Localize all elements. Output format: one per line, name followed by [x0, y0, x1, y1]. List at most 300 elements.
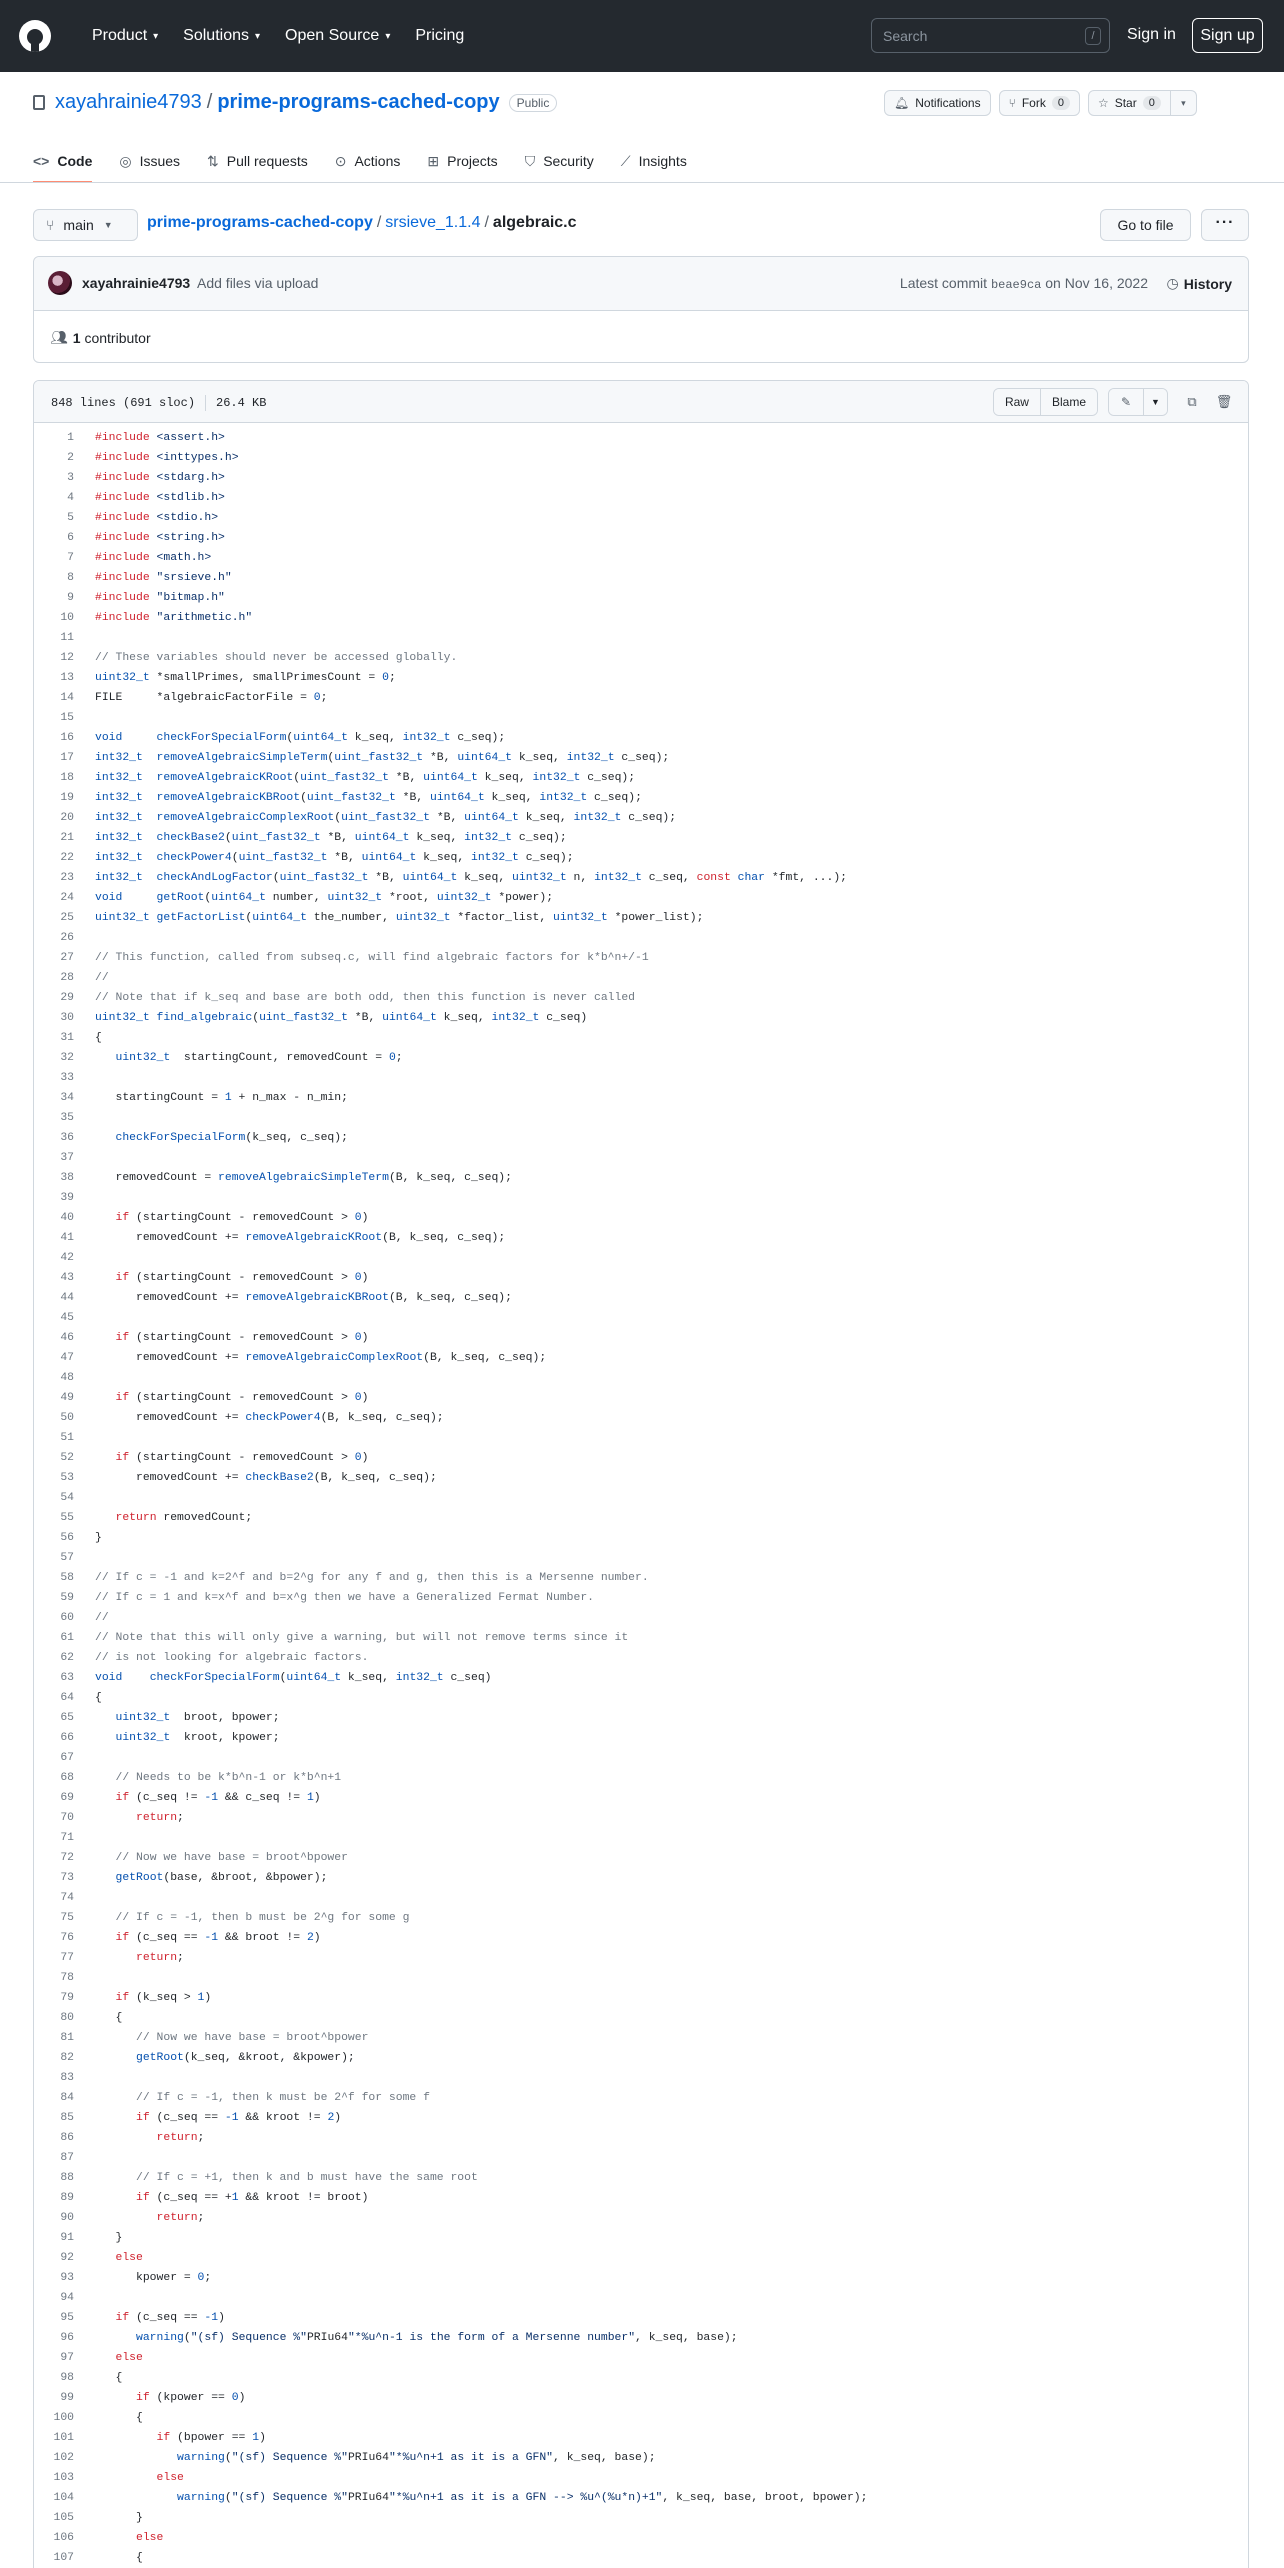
line-number[interactable]: 10	[60, 612, 74, 624]
notifications-button[interactable]	[884, 90, 991, 116]
line-number[interactable]: 16	[60, 732, 74, 744]
line-number[interactable]: 47	[60, 1352, 74, 1364]
code-line	[34, 2248, 1248, 2268]
line-number[interactable]: 21	[60, 832, 74, 844]
line-content	[74, 1968, 95, 1988]
sign-up-button[interactable]: Sign up	[1192, 18, 1263, 53]
line-content: return removedCount;	[115, 1512, 253, 1524]
code-line	[34, 888, 1248, 908]
shield-icon: ⛉	[524, 152, 536, 169]
line-number[interactable]: 13	[60, 672, 74, 684]
edit-dropdown-button[interactable]: ▼	[1143, 389, 1167, 415]
code-line	[34, 1328, 1248, 1348]
line-number[interactable]: 22	[60, 852, 74, 864]
tab-projects[interactable]	[427, 140, 497, 182]
line-number[interactable]: 101	[53, 2432, 74, 2444]
code-line	[34, 788, 1248, 808]
github-logo-icon[interactable]	[19, 20, 51, 52]
line-number[interactable]: 35	[60, 1112, 74, 1124]
line-number[interactable]: 27	[60, 952, 74, 964]
line-content: uint32_t broot, bpower;	[115, 1712, 280, 1724]
line-number[interactable]: 7	[67, 552, 74, 564]
star-button[interactable]	[1088, 90, 1171, 116]
line-content	[74, 1548, 95, 1568]
nav-solutions-label: Solutions	[183, 27, 249, 44]
line-content	[74, 708, 95, 728]
search-input[interactable]	[871, 18, 1110, 53]
code-line	[34, 1608, 1248, 1628]
line-content: int32_t checkAndLogFactor(uint_fast32_t *B, uint64_t k_seq, uint32_t n, int32_t c_seq, const char *fmt, ...);	[95, 872, 848, 884]
line-content	[74, 1148, 95, 1168]
code-line	[34, 1388, 1248, 1408]
line-number[interactable]: 99	[60, 2392, 74, 2404]
code-icon: <>	[33, 153, 50, 169]
go-to-file-button[interactable]: Go to file	[1100, 209, 1191, 241]
line-content	[74, 2288, 95, 2308]
line-number[interactable]: 84	[60, 2092, 74, 2104]
code-line	[34, 2428, 1248, 2448]
code-line	[34, 1948, 1248, 1968]
nav-pricing[interactable]	[415, 27, 464, 45]
line-content: int32_t removeAlgebraicKRoot(uint_fast32_t *B, uint64_t k_seq, int32_t c_seq);	[95, 772, 636, 784]
line-content	[74, 1188, 95, 1208]
line-number[interactable]: 80	[60, 2012, 74, 2024]
code-line	[34, 488, 1248, 508]
line-content: //	[95, 1612, 109, 1624]
line-number[interactable]: 38	[60, 1172, 74, 1184]
tab-issues[interactable]	[119, 140, 180, 182]
star-icon: ☆	[1097, 96, 1109, 110]
line-number[interactable]: 64	[60, 1692, 74, 1704]
code-line	[34, 1048, 1248, 1068]
line-number[interactable]: 85	[60, 2112, 74, 2124]
line-number[interactable]: 92	[60, 2252, 74, 2264]
code-line	[34, 988, 1248, 1008]
nav-open-source[interactable]	[285, 27, 390, 45]
breadcrumb-dir-link[interactable]: srsieve_1.1.4	[385, 214, 481, 231]
line-number[interactable]: 39	[60, 1192, 74, 1204]
line-number[interactable]: 105	[53, 2512, 74, 2524]
line-number[interactable]: 69	[60, 1792, 74, 1804]
line-number[interactable]: 71	[60, 1832, 74, 1844]
line-content: if (c_seq == -1)	[115, 2312, 225, 2324]
breadcrumb-repo-link[interactable]: prime-programs-cached-copy	[147, 214, 373, 231]
line-number[interactable]: 74	[60, 1892, 74, 1904]
line-number[interactable]: 29	[60, 992, 74, 1004]
bell-icon: 🔔︎	[894, 96, 910, 110]
code-line	[34, 1268, 1248, 1288]
file-info	[51, 395, 266, 411]
blame-button[interactable]: Blame	[1040, 389, 1097, 415]
line-number[interactable]: 89	[60, 2192, 74, 2204]
line-number[interactable]: 88	[60, 2172, 74, 2184]
line-number[interactable]: 91	[60, 2232, 74, 2244]
line-content: uint32_t *smallPrimes, smallPrimesCount = 0;	[95, 672, 396, 684]
line-content: uint32_t kroot, kpower;	[115, 1732, 280, 1744]
line-number[interactable]: 44	[60, 1292, 74, 1304]
line-content: int32_t removeAlgebraicKBRoot(uint_fast32_t *B, uint64_t k_seq, int32_t c_seq);	[95, 792, 642, 804]
code-line	[34, 768, 1248, 788]
code-line	[34, 2028, 1248, 2048]
code-line	[34, 1288, 1248, 1308]
star-label: Star	[1114, 96, 1137, 110]
code-line	[34, 1208, 1248, 1228]
code-line	[34, 2548, 1248, 2568]
avatar[interactable]	[48, 271, 72, 295]
history-link[interactable]	[1167, 275, 1232, 292]
graph-icon: ⟋	[620, 152, 631, 169]
line-number[interactable]: 40	[60, 1212, 74, 1224]
line-content: #include <assert.h>	[95, 432, 225, 444]
sign-in-link[interactable]: Sign in	[1127, 26, 1176, 43]
line-number[interactable]: 95	[60, 2312, 74, 2324]
line-number[interactable]: 70	[60, 1812, 74, 1824]
history-label: History	[1183, 275, 1232, 292]
nav-product-label: Product	[92, 27, 148, 44]
divider	[205, 395, 206, 411]
line-number[interactable]: 100	[53, 2412, 74, 2424]
line-number[interactable]: 49	[60, 1392, 74, 1404]
line-content	[74, 928, 95, 948]
line-number[interactable]: 45	[60, 1312, 74, 1324]
line-number[interactable]: 79	[60, 1992, 74, 2004]
nav-product[interactable]	[92, 27, 158, 45]
line-content: // Now we have base = broot^bpower	[115, 1852, 348, 1864]
file-size: 26.4 KB	[216, 396, 267, 411]
line-number[interactable]: 1	[67, 432, 74, 444]
code-line	[34, 668, 1248, 688]
line-content	[74, 1888, 95, 1908]
line-number[interactable]: 56	[60, 1532, 74, 1544]
line-content: removedCount += checkBase2(B, k_seq, c_seq);	[95, 1472, 437, 1484]
line-number[interactable]: 81	[60, 2032, 74, 2044]
code-line	[34, 2408, 1248, 2428]
chevron-down-icon: ▼	[103, 220, 113, 230]
star-list-dropdown[interactable]	[1171, 90, 1197, 116]
line-content: // is not looking for algebraic factors.	[95, 1652, 369, 1664]
line-number[interactable]: 65	[60, 1712, 74, 1724]
line-content: // Now we have base = broot^bpower	[136, 2032, 369, 2044]
line-number[interactable]: 104	[53, 2492, 74, 2504]
code-line	[34, 2528, 1248, 2548]
repo-owner-link[interactable]: xayahrainie4793	[55, 91, 202, 113]
line-number[interactable]: 8	[67, 572, 74, 584]
commit-message[interactable]: Add files via upload	[197, 275, 319, 291]
line-number[interactable]: 77	[60, 1952, 74, 1964]
fork-button[interactable]	[999, 90, 1080, 116]
line-number[interactable]: 19	[60, 792, 74, 804]
code-line	[34, 688, 1248, 708]
line-content: }	[95, 2512, 143, 2524]
repo-separator: /	[206, 91, 213, 113]
line-number[interactable]: 53	[60, 1472, 74, 1484]
code-line	[34, 1488, 1248, 1508]
line-number[interactable]: 2	[67, 452, 74, 464]
trash-icon[interactable]: 🗑︎	[1215, 394, 1233, 409]
line-number[interactable]: 46	[60, 1332, 74, 1344]
line-number[interactable]: 86	[60, 2132, 74, 2144]
line-number[interactable]: 36	[60, 1132, 74, 1144]
chevron-down-icon: ▾	[385, 30, 391, 42]
code-line	[34, 848, 1248, 868]
code-line	[34, 2048, 1248, 2068]
code-line	[34, 2208, 1248, 2228]
code-line	[34, 1448, 1248, 1468]
line-number[interactable]: 103	[53, 2472, 74, 2484]
code-line	[34, 428, 1248, 448]
line-content: {	[95, 2012, 123, 2024]
code-lines	[34, 423, 1248, 2568]
commit-author-link[interactable]: xayahrainie4793	[82, 275, 191, 291]
line-number[interactable]: 87	[60, 2152, 74, 2164]
line-number[interactable]: 76	[60, 1932, 74, 1944]
line-content: #include <inttypes.h>	[95, 452, 239, 464]
line-number[interactable]: 102	[53, 2452, 74, 2464]
code-line	[34, 448, 1248, 468]
line-content: // If c = 1 and k=x^f and b=x^g then we have a Generalized Fermat Number.	[95, 1592, 594, 1604]
line-number[interactable]: 50	[60, 1412, 74, 1424]
line-number[interactable]: 11	[60, 632, 74, 644]
code-line	[34, 468, 1248, 488]
code-line	[34, 1108, 1248, 1128]
line-number[interactable]: 23	[60, 872, 74, 884]
tab-actions[interactable]	[335, 140, 401, 182]
line-number[interactable]: 18	[60, 772, 74, 784]
line-number[interactable]: 34	[60, 1092, 74, 1104]
line-number[interactable]: 97	[60, 2352, 74, 2364]
line-number[interactable]: 3	[67, 472, 74, 484]
line-number[interactable]: 33	[60, 1072, 74, 1084]
line-number[interactable]: 96	[60, 2332, 74, 2344]
search-shortcut-key: /	[1085, 27, 1101, 45]
code-line	[34, 2348, 1248, 2368]
code-line	[34, 1968, 1248, 1988]
code-line	[34, 1748, 1248, 1768]
nav-pricing-label: Pricing	[415, 27, 465, 44]
line-number[interactable]: 41	[60, 1232, 74, 1244]
line-number[interactable]: 62	[60, 1652, 74, 1664]
line-content: getRoot(base, &broot, &bpower);	[115, 1872, 328, 1884]
line-content: {	[95, 1692, 102, 1704]
line-number[interactable]: 94	[60, 2292, 74, 2304]
tab-projects-label: Projects	[447, 153, 498, 169]
line-content: if (c_seq == +1 && kroot != broot)	[136, 2192, 369, 2204]
tab-pull-requests[interactable]	[207, 140, 308, 182]
code-line	[34, 1648, 1248, 1668]
code-line	[34, 2288, 1248, 2308]
branch-selector[interactable]	[33, 209, 138, 241]
line-number[interactable]: 20	[60, 812, 74, 824]
latest-commit-label: Latest commit	[899, 275, 988, 291]
line-content: removedCount += removeAlgebraicKRoot(B, k_seq, c_seq);	[95, 1232, 506, 1244]
code-line	[34, 1308, 1248, 1328]
code-line	[34, 1848, 1248, 1868]
line-number[interactable]: 107	[53, 2552, 74, 2564]
line-number[interactable]: 30	[60, 1012, 74, 1024]
line-number[interactable]: 25	[60, 912, 74, 924]
code-line	[34, 1988, 1248, 2008]
global-header	[0, 0, 1284, 72]
code-line	[34, 2008, 1248, 2028]
line-number[interactable]: 106	[53, 2532, 74, 2544]
line-number[interactable]: 54	[60, 1492, 74, 1504]
code-line	[34, 2128, 1248, 2148]
line-content	[74, 1108, 95, 1128]
file-header	[34, 381, 1248, 423]
line-number[interactable]: 5	[67, 512, 74, 524]
line-content: {	[95, 2372, 123, 2384]
line-number[interactable]: 78	[60, 1972, 74, 1984]
code-line	[34, 1528, 1248, 1548]
line-content: removedCount = removeAlgebraicSimpleTerm(B, k_seq, c_seq);	[95, 1172, 512, 1184]
repo-name-link[interactable]: prime-programs-cached-copy	[217, 91, 500, 113]
line-content: return;	[136, 1952, 184, 1964]
edit-group	[1108, 388, 1168, 416]
line-content: int32_t removeAlgebraicSimpleTerm(uint_fast32_t *B, uint64_t k_seq, int32_t c_seq);	[95, 752, 670, 764]
line-content: else	[115, 2252, 143, 2264]
code-line	[34, 1008, 1248, 1028]
line-content: warning("(sf) Sequence %"PRIu64"*%u^n+1 as it is a GFN", k_seq, base);	[177, 2452, 656, 2464]
line-number[interactable]: 73	[60, 1872, 74, 1884]
line-number[interactable]: 6	[67, 532, 74, 544]
code-line	[34, 1668, 1248, 1688]
line-number[interactable]: 12	[60, 652, 74, 664]
line-number[interactable]: 17	[60, 752, 74, 764]
line-number[interactable]: 14	[60, 692, 74, 704]
breadcrumb-separator: /	[376, 214, 382, 231]
line-number[interactable]: 59	[60, 1592, 74, 1604]
code-line	[34, 868, 1248, 888]
contributors[interactable]	[50, 329, 151, 346]
line-content: return;	[156, 2132, 205, 2144]
line-content: int32_t removeAlgebraicComplexRoot(uint_fast32_t *B, uint64_t k_seq, int32_t c_seq);	[95, 812, 677, 824]
line-content: removedCount += removeAlgebraicKBRoot(B, k_seq, c_seq);	[95, 1292, 512, 1304]
line-number[interactable]: 66	[60, 1732, 74, 1744]
repo-icon	[33, 95, 45, 110]
line-number[interactable]: 68	[60, 1772, 74, 1784]
raw-button[interactable]: Raw	[994, 389, 1040, 415]
code-line	[34, 1068, 1248, 1088]
line-number[interactable]: 93	[60, 2272, 74, 2284]
line-number[interactable]: 9	[67, 592, 74, 604]
line-content: if (startingCount - removedCount > 0)	[115, 1332, 369, 1344]
line-number[interactable]: 28	[60, 972, 74, 984]
line-content: uint32_t startingCount, removedCount = 0;	[115, 1052, 403, 1064]
line-content	[74, 1368, 95, 1388]
line-number[interactable]: 57	[60, 1552, 74, 1564]
code-line	[34, 1248, 1248, 1268]
nav-solutions[interactable]	[183, 27, 260, 45]
code-line	[34, 808, 1248, 828]
line-content: startingCount = 1 + n_max - n_min;	[95, 1092, 348, 1104]
tab-pull-requests-label: Pull requests	[226, 153, 308, 169]
code-line	[34, 2228, 1248, 2248]
branch-icon: ⑂	[46, 217, 55, 233]
more-options-button[interactable]: ···	[1201, 209, 1249, 241]
file-actions	[993, 388, 1238, 416]
line-content: uint32_t getFactorList(uint64_t the_number, uint32_t *factor_list, uint32_t *power_list);	[95, 912, 704, 924]
code-line	[34, 1468, 1248, 1488]
tab-security[interactable]	[525, 140, 594, 182]
code-line	[34, 1708, 1248, 1728]
code-line	[34, 1188, 1248, 1208]
line-number[interactable]: 32	[60, 1052, 74, 1064]
line-content: int32_t checkPower4(uint_fast32_t *B, uint64_t k_seq, int32_t c_seq);	[95, 852, 574, 864]
line-number[interactable]: 61	[60, 1632, 74, 1644]
tab-code[interactable]	[33, 140, 92, 182]
repo-actions	[884, 90, 1197, 116]
contributors-count: 1	[72, 329, 81, 346]
line-number[interactable]: 63	[60, 1672, 74, 1684]
line-number[interactable]: 90	[60, 2212, 74, 2224]
line-number[interactable]: 51	[60, 1432, 74, 1444]
tab-issues-label: Issues	[139, 153, 181, 169]
line-content: // Note that this will only give a warning, but will not remove terms since it	[95, 1632, 629, 1644]
code-line	[34, 2148, 1248, 2168]
play-icon: ⊙	[334, 152, 347, 169]
tab-insights[interactable]	[621, 140, 687, 182]
line-number[interactable]: 72	[60, 1852, 74, 1864]
line-content: #include <stdlib.h>	[95, 492, 225, 504]
line-content	[74, 1068, 95, 1088]
line-content: warning("(sf) Sequence %"PRIu64"*%u^n-1 is the form of a Mersenne number", k_seq, base);	[136, 2332, 738, 2344]
line-number[interactable]: 58	[60, 1572, 74, 1584]
line-number[interactable]: 42	[60, 1252, 74, 1264]
line-number[interactable]: 26	[60, 932, 74, 944]
line-number[interactable]: 37	[60, 1152, 74, 1164]
raw-blame-group	[993, 388, 1098, 416]
tab-actions-label: Actions	[354, 153, 401, 169]
line-content: #include <stdarg.h>	[95, 472, 225, 484]
line-content: if (k_seq > 1)	[115, 1992, 212, 2004]
code-line	[34, 1828, 1248, 1848]
code-line	[34, 1148, 1248, 1168]
line-number[interactable]: 15	[60, 712, 74, 724]
code-line	[34, 1768, 1248, 1788]
line-number[interactable]: 24	[60, 892, 74, 904]
line-content: if (c_seq != -1 && c_seq != 1)	[115, 1792, 321, 1804]
line-number[interactable]: 52	[60, 1452, 74, 1464]
line-number[interactable]: 48	[60, 1372, 74, 1384]
line-number[interactable]: 98	[60, 2372, 74, 2384]
code-line	[34, 928, 1248, 948]
pencil-icon[interactable]: ✎	[1109, 389, 1143, 415]
code-line	[34, 908, 1248, 928]
commit-sha-link[interactable]: beae9ca	[990, 278, 1042, 292]
tab-security-label: Security	[543, 153, 594, 169]
copy-icon[interactable]: ⧉	[1187, 394, 1197, 409]
line-number[interactable]: 75	[60, 1912, 74, 1924]
line-content: else	[115, 2352, 143, 2364]
line-number[interactable]: 60	[60, 1612, 74, 1624]
line-content: return;	[156, 2212, 205, 2224]
line-number[interactable]: 4	[67, 492, 74, 504]
code-line	[34, 1808, 1248, 1828]
line-number[interactable]: 67	[60, 1752, 74, 1764]
code-line	[34, 628, 1248, 648]
code-line	[34, 2328, 1248, 2348]
code-line	[34, 1788, 1248, 1808]
code-line	[34, 608, 1248, 628]
line-content: //	[95, 972, 109, 984]
line-content: if (c_seq == -1 && broot != 2)	[115, 1932, 321, 1944]
line-number[interactable]: 82	[60, 2052, 74, 2064]
code-line	[34, 1548, 1248, 1568]
line-number[interactable]: 31	[60, 1032, 74, 1044]
line-number[interactable]: 43	[60, 1272, 74, 1284]
line-number[interactable]: 83	[60, 2072, 74, 2084]
line-number[interactable]: 55	[60, 1512, 74, 1524]
